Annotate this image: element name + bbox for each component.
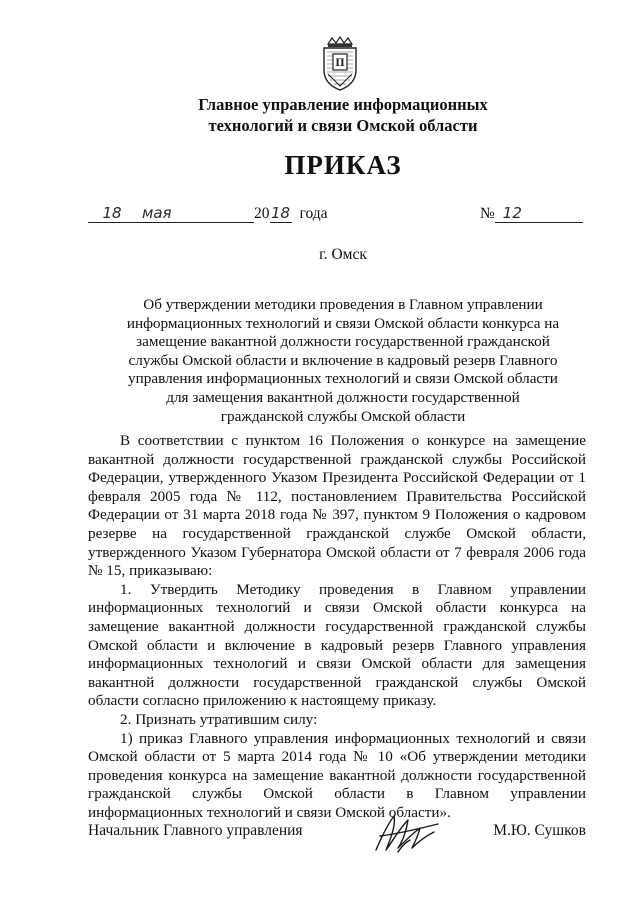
body-paragraph: 2. Признать утратившим силу: [120, 710, 318, 728]
subject-line: информационных технологий и связи Омской области конкурса на [126, 314, 560, 332]
date-year-prefix: 20 [254, 205, 270, 222]
date-year-word: года [299, 205, 328, 222]
document-number [480, 204, 583, 223]
document-body [88, 432, 586, 822]
subject-line: замещение вакантной должности государственной гражданской [136, 333, 550, 351]
emblem-badge-letter: П [335, 58, 345, 69]
date-month: мая [136, 204, 254, 223]
organization-name-line2: технологий и связи Омской области [208, 116, 478, 135]
date-day: 18 [88, 204, 136, 223]
number-value: 12 [495, 204, 583, 223]
document-subject [100, 296, 586, 426]
subject-line: Об утверждении методики проведения в Главном управлении [143, 296, 543, 313]
city: г. Омск [319, 246, 367, 263]
signatory-position: Начальник Главного управления [88, 822, 303, 839]
handwritten-signature-icon [368, 806, 448, 862]
organization-name-line1: Главное управление информационных [198, 95, 488, 114]
date-year-suffix: 18 [270, 204, 291, 222]
body-paragraph: В соответствии с пунктом 16 Положения о конкурсе на замещение вакантной должности государственной гражданской службы Российской Федерации, утвержденного Указом Президента Российской Федерации от 1 февраля 2005 года № 112, постановлением Правительства Российской Федерации от 31 марта 2018 года № 397, пунктом 9 Положения о кадровом резерве на государственной гражданской службе Омской области, утвержденного Указом Губернатора Омской области от 7 февраля 2006 года № 15, приказываю: [88, 432, 586, 580]
subject-line: управления информационных технологий и связи Омской области [128, 370, 558, 388]
date-line [88, 204, 328, 228]
signatory-name: М.Ю. Сушков [493, 822, 586, 839]
omsk-coat-of-arms-icon [318, 36, 362, 92]
signature-block [88, 820, 586, 880]
body-paragraph: 1) приказ Главного управления информационных технологий и связи Омской области от 5 марта 2014 года № 10 «Об утверждении методики проведения конкурса на замещение вакантной должности государственной гражданской службы Омской области в Главном управлении информационных технологий и связи Омской области». [88, 729, 586, 821]
subject-line: службы Омской области и включение в кадровый резерв Главного [128, 351, 558, 369]
subject-line: для замещения вакантной должности государственной [166, 388, 520, 406]
document-type-title: ПРИКАЗ [284, 150, 402, 180]
body-paragraph: 1. Утвердить Методику проведения в Главном управлении информационных технологий и связи Омской области конкурса на замещение вакантной должности государственной гражданской службы Омской области и включение в кадровый резерв Главного управления информационных технологий и связи Омской области для замещения вакантной должности государственной гражданской службы Омской области согласно приложению к настоящему приказу. [88, 580, 586, 710]
subject-line: гражданской службы Омской области [220, 407, 466, 425]
number-sign: № [480, 205, 495, 222]
